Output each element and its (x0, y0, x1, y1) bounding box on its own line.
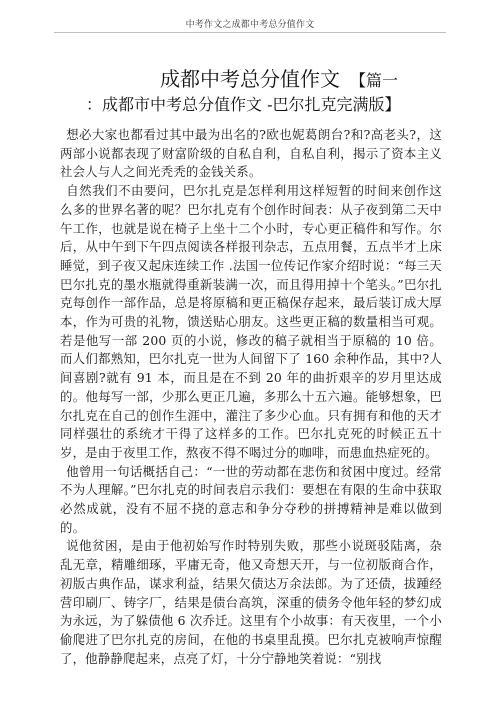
body-text (60, 126, 442, 668)
header-rule (54, 32, 446, 33)
paragraph-1: 想必大家也都看过其中最为出名的?欧也妮葛朗台?和?高老头?，这两部小说都表现了财富阶级的自私自利，自私自利，揭示了资本主义社会人与人之间光秃秃的金钱关系。 (60, 127, 442, 180)
paragraph-2: 自然我们不由要问，巴尔扎克是怎样利用这样短暂的时间来创作这么多的世界名著的呢？巴尔扎克有个创作时间表：从子夜到第二天中午工作，也就是说在椅子上坐十二个小时，专心更正稿件和写作。尔后，从中午到下午四点阅读各样报刊杂志，五点用餐，五点半才上床睡觉，到子夜又起床连续工作 .法国一位传记作家介绍时说：“每三天巴尔扎克的墨水瓶就得重新装满一次，而且得用掉十个笔头。”巴尔扎克每创作一部作品，总是将原稿和更正稿保存起来，最后装订成大厚本，作为可贵的礼物，馈送贴心朋友。这些更正稿的数量相当可观。若是他写一部 200 页的小说，修改的稿子就相当于原稿的 10 倍。而人们都熟知，巴尔扎克一世为人间留下了 160 余种作品，其中?人间喜剧?就有 91 本，而且是在不到 20 年的曲折艰辛的岁月里达成的。他每写一部，少那么更正几遍，多那么十五六遍。能够想象，巴尔扎克在自己的创作生涯中，灌注了多少心血。只有拥有和他的天才同样强壮的系统才干得了这样多的工作。巴尔扎克死的时候正五十岁，是由于夜里工作，熬夜不得不喝过分的咖啡，而患血热症死的。 (60, 183, 442, 460)
page-title: 成都中考总分值作文 (160, 67, 340, 91)
page-subtitle: ：成都市中考总分值作文 -巴尔扎克完满版】 (86, 95, 401, 114)
title-bracket: 【篇一 (350, 71, 399, 90)
running-header: 中考作文之成都中考总分值作文 (185, 20, 315, 30)
paragraph-3: 他曾用一句话概括自己：“一世的劳动都在悲伤和贫困中度过。经常不为人理解。”巴尔扎克的时间表启示我们：要想在有限的生命中获取必然成就，没有不屈不挠的意志和争分夺秒的拼搏精神是难以做到的。 (60, 463, 442, 535)
paragraph-4: 说他贫困，是由于他初始写作时特别失败，那些小说斑驳陆离，杂乱无章，精雕细琢，平庸无奇，他又奇想天开，与一位初版商合作，初版古典作品，谋求利益，结果欠债达万余法郎。为了还债，拔踵经营印刷厂、铸字厂，结果是债台高筑，深重的债务令他年轻的梦幻成为永远，为了躲债他 6 次乔迁。这里有个小故事：有天夜里，一个小偷爬进了巴尔扎克的房间，在他的书桌里乱摸。巴尔扎克被响声惊醒了，他静静爬起来，点亮了灯，十分宁静地笑着说：“别找 (60, 538, 442, 666)
title-line (160, 66, 398, 94)
